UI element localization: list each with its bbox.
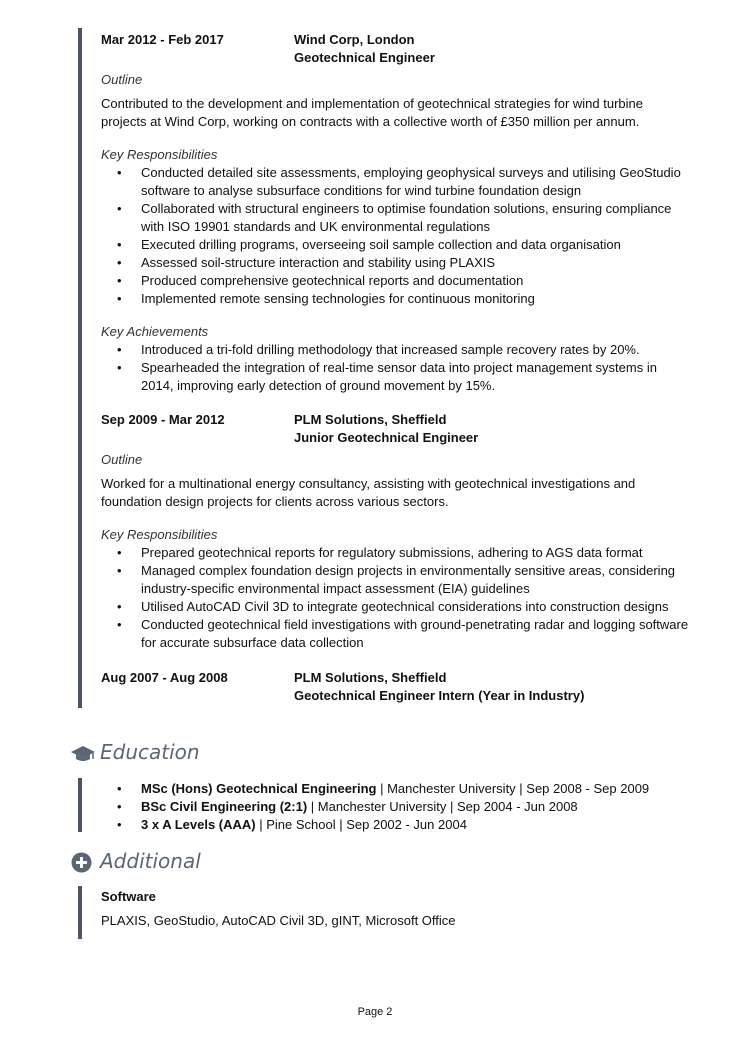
job-dates: Sep 2009 - Mar 2012 xyxy=(101,412,225,427)
outline-text: Worked for a multinational energy consultancy, assisting with geotechnical investigations and foundation design projects for clients across various sectors. xyxy=(101,476,636,509)
job-title: Junior Geotechnical Engineer xyxy=(294,430,479,445)
job-entry xyxy=(101,31,691,395)
software-label: Software xyxy=(101,889,156,904)
responsibilities-list xyxy=(101,544,691,652)
job-company: Wind Corp, London xyxy=(294,32,415,47)
job-dates: Mar 2012 - Feb 2017 xyxy=(101,32,224,47)
list-item: • MSc (Hons) Geotechnical Engineering | Manchester University | Sep 2008 - Sep 2009 xyxy=(101,780,691,798)
achievements-list xyxy=(101,341,691,395)
list-item: • Assessed soil-structure interaction and stability using PLAXIS xyxy=(101,254,691,272)
page-number: Page 2 xyxy=(357,1006,393,1018)
list-item: • Produced comprehensive geotechnical reports and documentation xyxy=(101,272,691,290)
list-item: • Implemented remote sensing technologies for continuous monitoring xyxy=(101,290,691,308)
outline-text: Contributed to the development and implementation of geotechnical strategies for wind turbine projects at Wind Corp, working on contracts with a collective worth of £350 million per annum. xyxy=(101,96,643,129)
outline-label: Outline xyxy=(101,452,143,467)
list-item: • Conducted geotechnical field investigations with ground-penetrating radar and logging software for accurate subsurface data collection xyxy=(101,616,691,652)
additional-section xyxy=(101,889,691,930)
list-item: • BSc Civil Engineering (2:1) | Manchester University | Sep 2004 - Jun 2008 xyxy=(101,798,691,816)
education-list xyxy=(101,780,691,834)
job-dates: Aug 2007 - Aug 2008 xyxy=(101,670,228,685)
software-list: PLAXIS, GeoStudio, AutoCAD Civil 3D, gINT, Microsoft Office xyxy=(101,913,456,928)
experience-rail xyxy=(78,28,82,708)
job-company: PLM Solutions, Sheffield xyxy=(294,412,447,427)
list-item: • Executed drilling programs, overseeing soil sample collection and data organisation xyxy=(101,236,691,254)
list-item: • Collaborated with structural engineers to optimise foundation solutions, ensuring compliance with ISO 19901 standards and UK environmental regulations xyxy=(101,200,691,236)
job-entry xyxy=(101,669,691,705)
graduation-cap-icon xyxy=(70,744,96,767)
list-item: • Spearheaded the integration of real-time sensor data into project management systems in 2014, improving early detection of ground movement by 15%. xyxy=(101,359,691,395)
plus-circle-icon xyxy=(71,852,92,876)
additional-rail xyxy=(78,886,82,939)
list-item: • Conducted detailed site assessments, employing geophysical surveys and utilising GeoStudio software to analyse subsurface conditions for wind turbine foundation design xyxy=(101,164,691,200)
job-title: Geotechnical Engineer xyxy=(294,50,435,65)
list-item: • Introduced a tri-fold drilling methodology that increased sample recovery rates by 20%. xyxy=(101,341,691,359)
job-company: PLM Solutions, Sheffield xyxy=(294,670,447,685)
list-item: • Utilised AutoCAD Civil 3D to integrate geotechnical considerations into construction designs xyxy=(101,598,691,616)
education-heading: Education xyxy=(100,740,200,764)
job-entry xyxy=(101,411,691,652)
list-item: • 3 x A Levels (AAA) | Pine School | Sep 2002 - Jun 2004 xyxy=(101,816,691,834)
list-item: • Managed complex foundation design projects in environmentally sensitive areas, considering industry-specific environmental impact assessment (EIA) guidelines xyxy=(101,562,691,598)
achievements-label: Key Achievements xyxy=(101,324,209,339)
additional-heading: Additional xyxy=(100,849,201,873)
responsibilities-label: Key Responsibilities xyxy=(101,527,218,542)
outline-label: Outline xyxy=(101,72,143,87)
education-rail xyxy=(78,778,82,832)
job-title: Geotechnical Engineer Intern (Year in Industry) xyxy=(294,688,585,703)
responsibilities-list xyxy=(101,164,691,308)
list-item: • Prepared geotechnical reports for regulatory submissions, adhering to AGS data format xyxy=(101,544,691,562)
responsibilities-label: Key Responsibilities xyxy=(101,147,218,162)
